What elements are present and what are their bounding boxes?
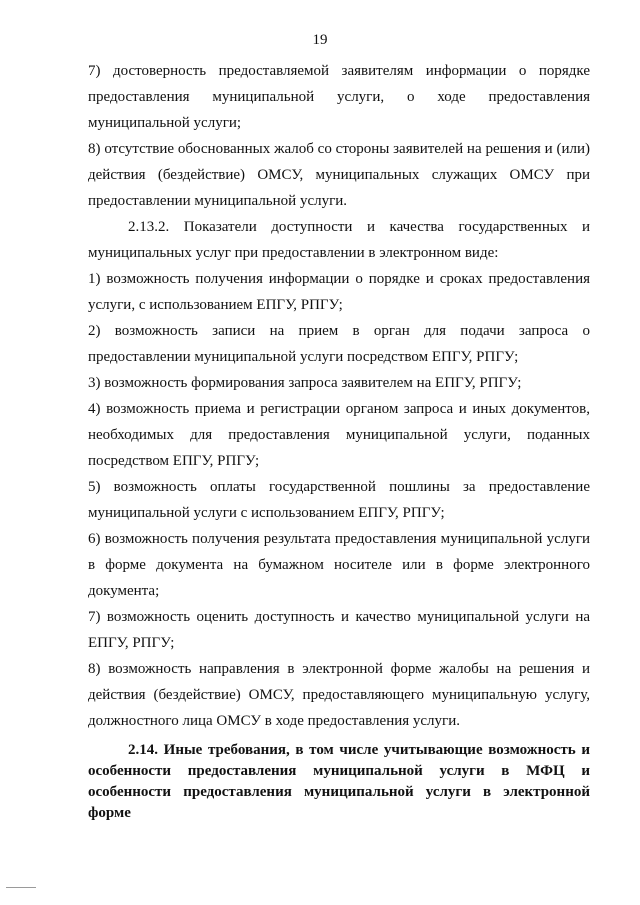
list-item-electronic-complaint: 8) возможность направления в электронной форме жалобы на решения и действия (бездействие) ОМСУ, предоставляющего муниципальную услугу, должностного лица ОМСУ в ходе предоставления услуги. bbox=[88, 661, 590, 729]
document-body bbox=[88, 58, 590, 824]
subsection-2-13-2: 2.13.2. Показатели доступности и качества государственных и муниципальных услуг при предоставлении в электронном виде: bbox=[88, 219, 590, 261]
footer-divider bbox=[6, 887, 36, 888]
list-item-info-access: 1) возможность получения информации о порядке и сроках предоставления услуги, с использованием ЕПГУ, РПГУ; bbox=[88, 271, 590, 313]
list-item-request-forming: 3) возможность формирования запроса заявителем на ЕПГУ, РПГУ; bbox=[88, 375, 522, 391]
page-number: 19 bbox=[312, 32, 328, 48]
list-item-result-receipt: 6) возможность получения результата предоставления муниципальной услуги в форме документа на бумажном носителе или в форме электронного документа; bbox=[88, 531, 590, 599]
section-heading-2-14: 2.14. Иные требования, в том числе учитывающие возможность и особенности предоставления муниципальной услуги в МФЦ и особенности предоставления муниципальной услуги в электронной форме bbox=[88, 742, 590, 821]
list-item-fee-payment: 5) возможность оплаты государственной пошлины за предоставление муниципальной услуги с использованием ЕПГУ, РПГУ; bbox=[88, 479, 590, 521]
list-item-appointment: 2) возможность записи на прием в орган для подачи запроса о предоставлении муниципальной услуги посредством ЕПГУ, РПГУ; bbox=[88, 323, 590, 365]
list-item-quality-rating: 7) возможность оценить доступность и качество муниципальной услуги на ЕПГУ, РПГУ; bbox=[88, 609, 590, 651]
list-item-reliability: 7) достоверность предоставляемой заявителям информации о порядке предоставления муниципальной услуги, о ходе предоставления муниципальной услуги; bbox=[88, 63, 590, 131]
list-item-request-registration: 4) возможность приема и регистрации органом запроса и иных документов, необходимых для предоставления муниципальной услуги, поданных посредством ЕПГУ, РПГУ; bbox=[88, 401, 590, 469]
list-item-no-complaints: 8) отсутствие обоснованных жалоб со стороны заявителей на решения и (или) действия (бездействие) ОМСУ, муниципальных служащих ОМСУ при предоставлении муниципальной услуги. bbox=[88, 141, 590, 209]
